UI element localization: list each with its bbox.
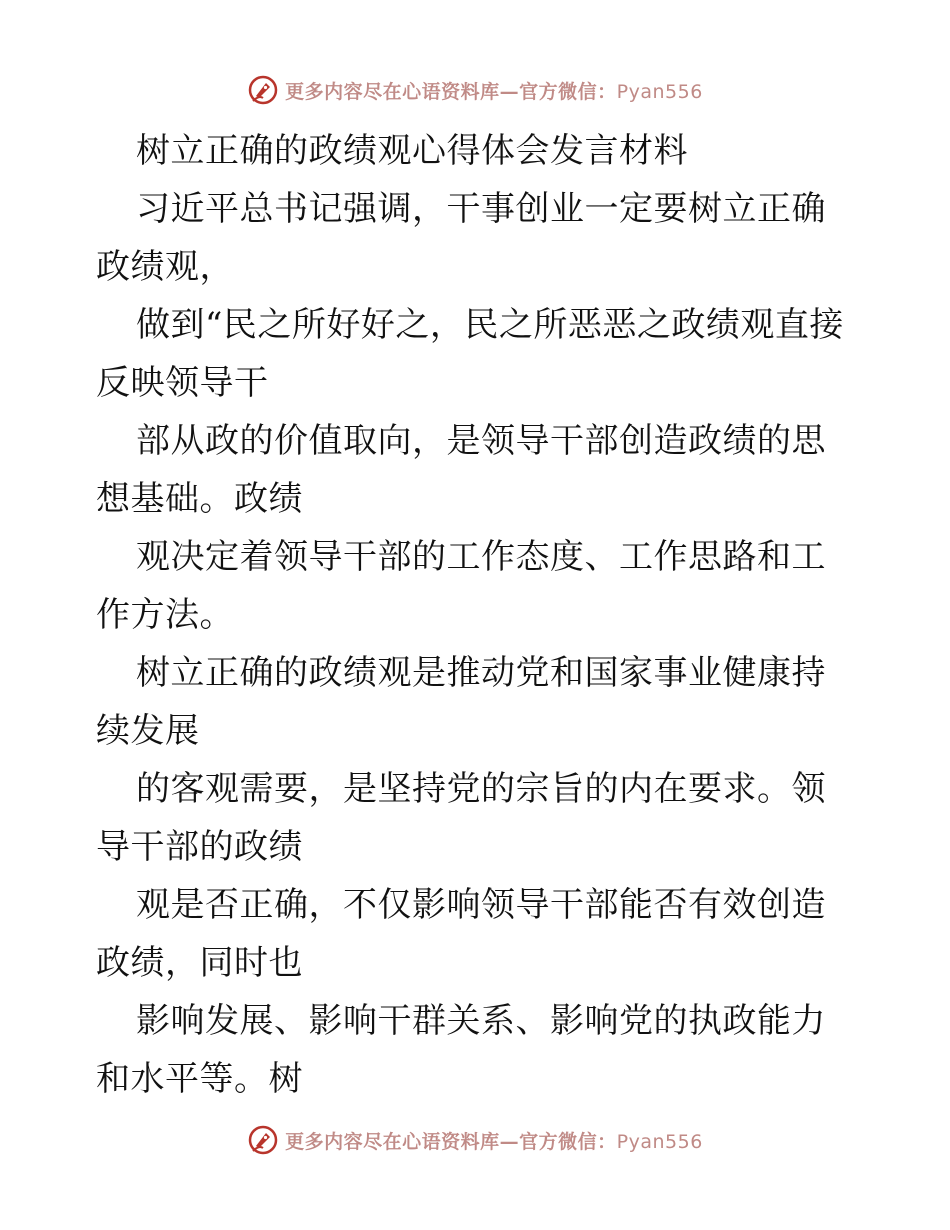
- document-title: 树立正确的政绩观心得体会发言材料: [136, 131, 688, 171]
- wechat-id: Pyan556: [616, 1130, 703, 1153]
- paragraph: 观是否正确，不仅影响领导干部能否有效创造政绩，同时也: [96, 885, 826, 983]
- header-watermark: [0, 70, 950, 110]
- watermark-label: 更多内容尽在心语资料库—官方微信：: [285, 80, 617, 103]
- paragraph: 观决定着领导干部的工作态度、工作思路和工作方法。: [96, 537, 826, 635]
- footer-watermark: [0, 1120, 950, 1160]
- paragraph: 的客观需要，是坚持党的宗旨的内在要求。领导干部的政绩: [96, 769, 826, 867]
- watermark-text: [285, 77, 703, 104]
- paragraph: 习近平总书记强调，干事创业一定要树立正确政绩观，: [96, 189, 826, 287]
- pen-nib-logo-icon: [247, 74, 279, 106]
- paragraph: 部从政的价值取向，是领导干部创造政绩的思想基础。政绩: [96, 421, 826, 519]
- paragraph: 影响发展、影响干群关系、影响党的执政能力和水平等。树: [96, 1001, 826, 1099]
- pen-nib-logo-icon: [247, 1124, 279, 1156]
- paragraph: 树立正确的政绩观是推动党和国家事业健康持续发展: [96, 653, 826, 751]
- wechat-id: Pyan556: [616, 80, 703, 103]
- watermark-label: 更多内容尽在心语资料库—官方微信：: [285, 1130, 617, 1153]
- paragraph: 做到“民之所好好之，民之所恶恶之政绩观直接反映领导干: [96, 305, 844, 403]
- watermark-text: [285, 1127, 703, 1154]
- document-body: [96, 122, 856, 1108]
